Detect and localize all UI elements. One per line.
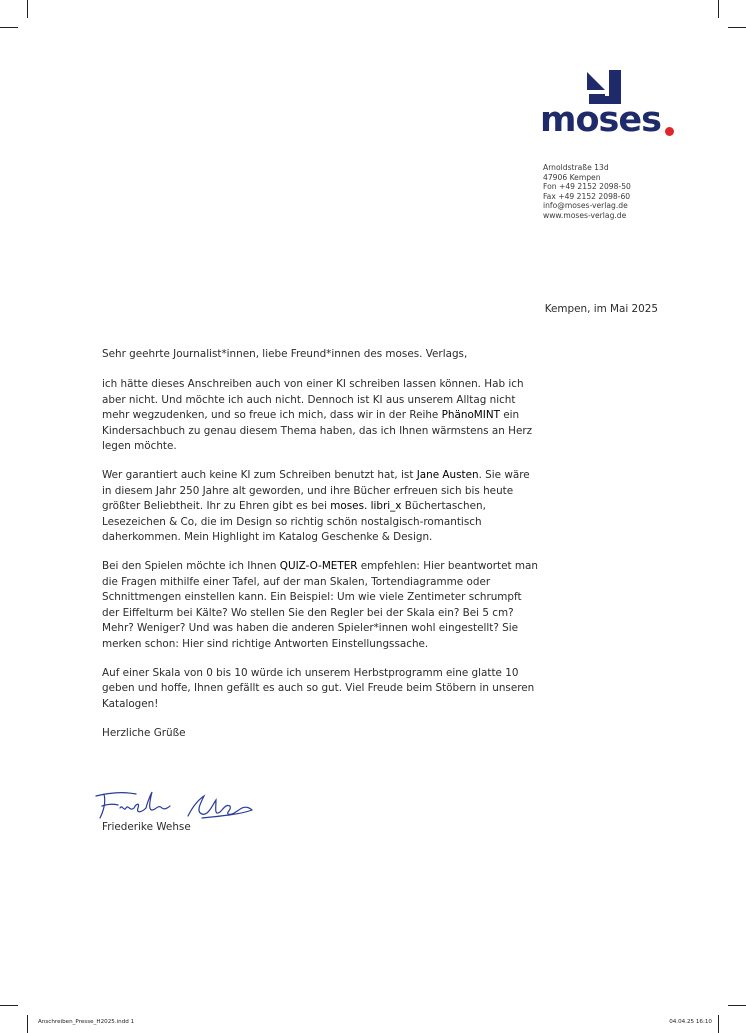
slug-timestamp: 04.04.25 16:10 (669, 1019, 712, 1025)
address-street: Arnoldstraße 13d (543, 163, 609, 172)
product-quiz-o-meter: QUIZ-O-METER (279, 560, 358, 573)
paragraph: Auf einer Skala von 0 bis 10 würde ich unserem Herbstprogramm eine glatte 10 geben und hoffe, Ihnen gefällt es auch so gut. Viel Freude beim Stöbern in unseren Katalogen! (102, 666, 535, 710)
logo-dot (665, 127, 674, 136)
sender-address (543, 163, 631, 221)
slug-filename: Anschreiben_Presse_H2025.indd 1 (38, 1019, 135, 1025)
address-fax: Fax +49 2152 2098-60 (543, 191, 631, 201)
address-city: 47906 Kempen (543, 172, 601, 182)
crop-mark (718, 1015, 719, 1033)
letter-date: Kempen, im Mai 2025 (544, 303, 658, 315)
crop-mark (27, 1015, 28, 1033)
handwritten-signature (92, 786, 262, 826)
paragraph: ich hätte dieses Anschreiben auch von einer KI schreiben lassen können. Hab ich aber nicht. Und möchte ich auch nicht. Dennoch ist KI aus unserem Alltag nicht mehr wegzudenken, und so freue ich mich, dass wir in der Reihe PhänoMINT ein Kindersachbuch zu genau diesem Thema haben, das ich Ihnen wärmstens an Herz legen möchte. (102, 378, 533, 453)
crop-mark (728, 1005, 746, 1006)
crop-mark (0, 27, 18, 28)
crop-mark (27, 0, 28, 18)
product-phanomint: PhänoMINT (441, 409, 500, 422)
paragraph: Bei den Spielen möchte ich Ihnen QUIZ-O-METER empfehlen: Hier beantwortet man die Fragen mithilfe einer Tafel, auf der man Skalen, Tortendiagramme oder Schnittmengen einstellen kann. Ein Beispiel: Um wie viele Zentimeter schrumpft der Eiffelturm bei Kälte? Wo stellen Sie den Regler bei der Skala ein? Bei 5 cm? Mehr? Weniger? Und was haben die anderen Spieler*innen wohl eingestellt? Sie merken schon: Hier sind richtige Antworten Einstellungssache. (102, 560, 538, 650)
product-libri-x: moses. libri_x (330, 500, 402, 513)
address-email: info@moses-verlag.de (543, 201, 628, 211)
crop-mark (728, 27, 746, 28)
crop-mark (718, 0, 719, 18)
address-phone: Fon +49 2152 2098-50 (543, 182, 631, 192)
crop-mark (0, 1005, 18, 1006)
letter-body (102, 347, 542, 756)
paragraph: Wer garantiert auch keine KI zum Schreiben benutzt hat, ist Jane Austen. Sie wäre in diesem Jahr 250 Jahre alt geworden, und ihre Bücher erfreuen sich bis heute größter Beliebtheit. Ihr zu Ehren gibt es bei moses. libri_x Büchertaschen, Lesezeichen & Co, die im Design so richtig schön nostalgisch-romantisch daherkommen. Mein Highlight im Katalog Geschenke & Design. (102, 469, 530, 544)
salutation: Sehr geehrte Journalist*innen, liebe Freund*innen des moses. Verlags, (102, 348, 468, 360)
product-jane-austen: Jane Austen (416, 469, 479, 482)
address-website: www.moses-verlag.de (543, 210, 627, 220)
moses-logo (540, 70, 680, 140)
closing: Herzliche Grüße (102, 727, 186, 740)
logo-wordmark: moses (540, 100, 661, 140)
signer-name: Friederike Wehse (102, 821, 191, 833)
